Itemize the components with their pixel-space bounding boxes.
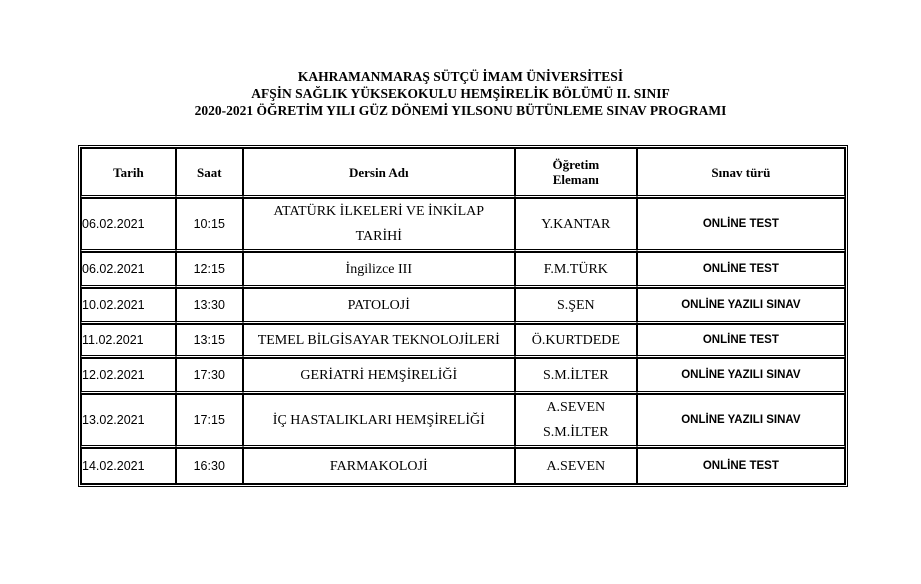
row-course: PATOLOJİ bbox=[243, 288, 515, 324]
row-course bbox=[243, 198, 515, 252]
row-course: TEMEL BİLGİSAYAR TEKNOLOJİLERİ bbox=[243, 324, 515, 358]
row-time: 17:30 bbox=[176, 358, 243, 394]
row-teacher-line2: S.M.İLTER bbox=[543, 425, 609, 440]
school-department: AFŞİN SAĞLIK YÜKSEKOKULU HEMŞİRELİK BÖLÜMÜ II. SINIF bbox=[251, 86, 670, 101]
exam-schedule-table bbox=[80, 147, 846, 485]
row-time: 13:30 bbox=[176, 288, 243, 324]
row-exam-type: ONLİNE TEST bbox=[637, 448, 845, 484]
row-course: GERİATRİ HEMŞİRELİĞİ bbox=[243, 358, 515, 394]
header-tarih: Tarih bbox=[81, 148, 176, 198]
row-date: 13.02.2021 bbox=[81, 394, 176, 448]
row-exam-type: ONLİNE TEST bbox=[637, 252, 845, 288]
row-teacher bbox=[515, 394, 637, 448]
table-row bbox=[81, 288, 845, 324]
row-date: 10.02.2021 bbox=[81, 288, 176, 324]
university-name: KAHRAMANMARAŞ SÜTÇÜ İMAM ÜNİVERSİTESİ bbox=[297, 69, 624, 84]
row-exam-type: ONLİNE YAZILI SINAV bbox=[637, 288, 845, 324]
table-row bbox=[81, 324, 845, 358]
row-date: 06.02.2021 bbox=[81, 252, 176, 288]
program-title: 2020-2021 ÖĞRETİM YILI GÜZ DÖNEMİ YILSONU BÜTÜNLEME SINAV PROGRAMI bbox=[194, 103, 727, 118]
table-row bbox=[81, 198, 845, 252]
table-row bbox=[81, 358, 845, 394]
header-ogretim-line2: Elemanı bbox=[552, 172, 599, 187]
row-teacher: Ö.KURTDEDE bbox=[515, 324, 637, 358]
header-dersin-adi: Dersin Adı bbox=[243, 148, 515, 198]
row-time: 12:15 bbox=[176, 252, 243, 288]
table-row bbox=[81, 252, 845, 288]
row-exam-type: ONLİNE YAZILI SINAV bbox=[637, 358, 845, 394]
row-date: 14.02.2021 bbox=[81, 448, 176, 484]
row-date: 11.02.2021 bbox=[81, 324, 176, 358]
row-teacher: F.M.TÜRK bbox=[515, 252, 637, 288]
row-exam-type: ONLİNE TEST bbox=[637, 324, 845, 358]
table-header-row bbox=[81, 148, 845, 198]
row-time: 13:15 bbox=[176, 324, 243, 358]
row-time: 10:15 bbox=[176, 198, 243, 252]
header-saat: Saat bbox=[176, 148, 243, 198]
row-teacher: S.ŞEN bbox=[515, 288, 637, 324]
header-ogretim-line1: Öğretim bbox=[552, 157, 600, 172]
header-sinav-turu: Sınav türü bbox=[637, 148, 845, 198]
row-course: İngilizce III bbox=[243, 252, 515, 288]
header-ogretim-elemani bbox=[515, 148, 637, 198]
row-time: 17:15 bbox=[176, 394, 243, 448]
row-date: 06.02.2021 bbox=[81, 198, 176, 252]
table-row bbox=[81, 448, 845, 484]
row-time: 16:30 bbox=[176, 448, 243, 484]
row-exam-type: ONLİNE TEST bbox=[637, 198, 845, 252]
row-teacher: Y.KANTAR bbox=[515, 198, 637, 252]
row-course: FARMAKOLOJİ bbox=[243, 448, 515, 484]
row-teacher: A.SEVEN bbox=[515, 448, 637, 484]
row-date: 12.02.2021 bbox=[81, 358, 176, 394]
row-exam-type: ONLİNE YAZILI SINAV bbox=[637, 394, 845, 448]
row-course-line1: ATATÜRK İLKELERİ VE İNKİLAP bbox=[273, 204, 485, 219]
row-course: İÇ HASTALIKLARI HEMŞİRELİĞİ bbox=[243, 394, 515, 448]
document-header bbox=[0, 68, 921, 119]
row-teacher-line1: A.SEVEN bbox=[546, 400, 606, 415]
row-course-line2: TARİHİ bbox=[355, 229, 402, 244]
table-row bbox=[81, 394, 845, 448]
row-teacher: S.M.İLTER bbox=[515, 358, 637, 394]
